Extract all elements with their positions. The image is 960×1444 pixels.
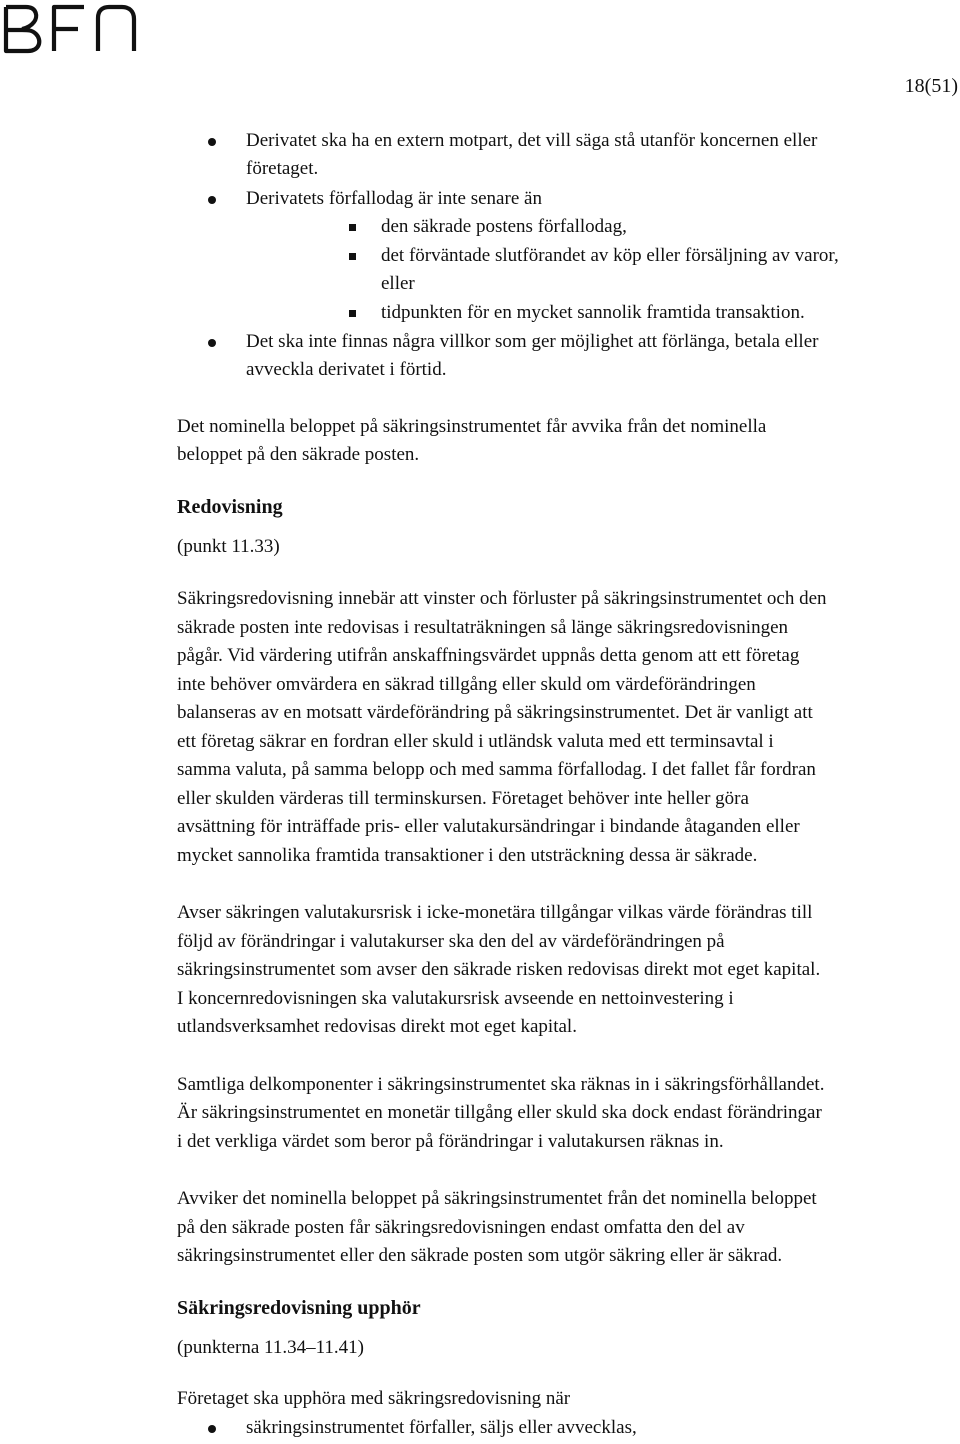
paragraph-line: säkrade posten inte redovisas i resultaträkningen så länge säkringsredovisningen xyxy=(177,617,788,638)
square-bullet-icon xyxy=(349,253,356,260)
paragraph-line: I koncernredovisningen ska valutakursrisk avseende en nettoinvestering i xyxy=(177,988,734,1009)
bfn-logo xyxy=(2,4,138,54)
paragraph-line: beloppet på den säkrade posten. xyxy=(177,444,420,465)
bullet-icon xyxy=(208,196,216,204)
paragraph-line: Är säkringsinstrumentet en monetär tillgång eller skuld ska dock endast förändringar xyxy=(177,1102,822,1123)
page-number: 18(51) xyxy=(904,75,958,97)
section-intro: Företaget ska upphöra med säkringsredovisning när xyxy=(177,1388,571,1409)
paragraph-line: i det verkliga värdet som beror på förändringar i valutakursen räknas in. xyxy=(177,1131,724,1152)
paragraph-line: Avviker det nominella beloppet på säkringsinstrumentet från det nominella beloppet xyxy=(177,1188,817,1209)
paragraph-line: Avser säkringen valutakursrisk i icke-monetära tillgångar vilkas värde förändras till xyxy=(177,902,813,923)
bullet-icon xyxy=(208,138,216,146)
sublist-item-text: tidpunkten för en mycket sannolik framtida transaktion. xyxy=(381,302,805,323)
section-reference: (punkterna 11.34–11.41) xyxy=(177,1337,364,1358)
paragraph-line: balanseras av en motsatt värdeförändring på säkringsinstrumentet. Det är vanligt att xyxy=(177,702,813,723)
section-heading-redovisning: Redovisning xyxy=(177,496,283,518)
list-item-text: Derivatet ska ha en extern motpart, det vill säga stå utanför koncernen eller xyxy=(246,130,818,151)
bullet-icon xyxy=(208,1425,216,1433)
square-bullet-icon xyxy=(349,224,356,231)
section-reference: (punkt 11.33) xyxy=(177,536,280,557)
sublist-item-text: den säkrade postens förfallodag, xyxy=(381,216,627,237)
section-heading-upphor: Säkringsredovisning upphör xyxy=(177,1297,421,1319)
paragraph-line: samma valuta, på samma belopp och med samma förfallodag. I det fallet får fordran xyxy=(177,759,816,780)
paragraph-line: Det nominella beloppet på säkringsinstrumentet får avvika från det nominella xyxy=(177,416,767,437)
list-item-text: avveckla derivatet i förtid. xyxy=(246,359,447,380)
paragraph-line: ett företag säkrar en fordran eller skuld i utländsk valuta med ett terminsavtal i xyxy=(177,731,774,752)
paragraph-line: inte behöver omvärdera en säkrad tillgång eller skuld om värdeförändringen xyxy=(177,674,756,695)
paragraph-line: på den säkrade posten får säkringsredovisningen endast omfatta den del av xyxy=(177,1217,745,1238)
paragraph-line: pågår. Vid värdering utifrån anskaffningsvärdet uppnås detta genom att ett företag xyxy=(177,645,800,666)
paragraph-line: eller skulden värderas till terminskursen. Företaget behöver inte heller göra xyxy=(177,788,749,809)
paragraph-line: utlandsverksamhet redovisas direkt mot eget kapital. xyxy=(177,1016,577,1037)
paragraph-line: Samtliga delkomponenter i säkringsinstrumentet ska räknas in i säkringsförhållandet. xyxy=(177,1074,825,1095)
paragraph-line: säkringsinstrumentet eller den säkrade posten som utgör säkring eller är säkrad. xyxy=(177,1245,783,1266)
list-item-text: Derivatets förfallodag är inte senare än xyxy=(246,188,542,209)
bfn-logo-mark xyxy=(2,4,138,54)
sublist-item-text: det förväntade slutförandet av köp eller försäljning av varor, xyxy=(381,245,839,266)
square-bullet-icon xyxy=(349,310,356,317)
paragraph-line: mycket sannolika framtida transaktioner i den utsträckning dessa är säkrade. xyxy=(177,845,758,866)
bullet-icon xyxy=(208,339,216,347)
paragraph-line: säkringsinstrumentet som avser den säkrade risken redovisas direkt mot eget kapital. xyxy=(177,959,821,980)
list-item-text: Det ska inte finnas några villkor som ger möjlighet att förlänga, betala eller xyxy=(246,331,819,352)
paragraph-line: avsättning för inträffade pris- eller valutakursändringar i bindande åtaganden eller xyxy=(177,816,800,837)
paragraph-line: Säkringsredovisning innebär att vinster och förluster på säkringsinstrumentet och den xyxy=(177,588,827,609)
sublist-item-text: eller xyxy=(381,273,415,294)
list-item-text: säkringsinstrumentet förfaller, säljs eller avvecklas, xyxy=(246,1417,637,1438)
paragraph-line: följd av förändringar i valutakurser ska den del av värdeförändringen på xyxy=(177,931,725,952)
list-item-text: företaget. xyxy=(246,158,319,179)
